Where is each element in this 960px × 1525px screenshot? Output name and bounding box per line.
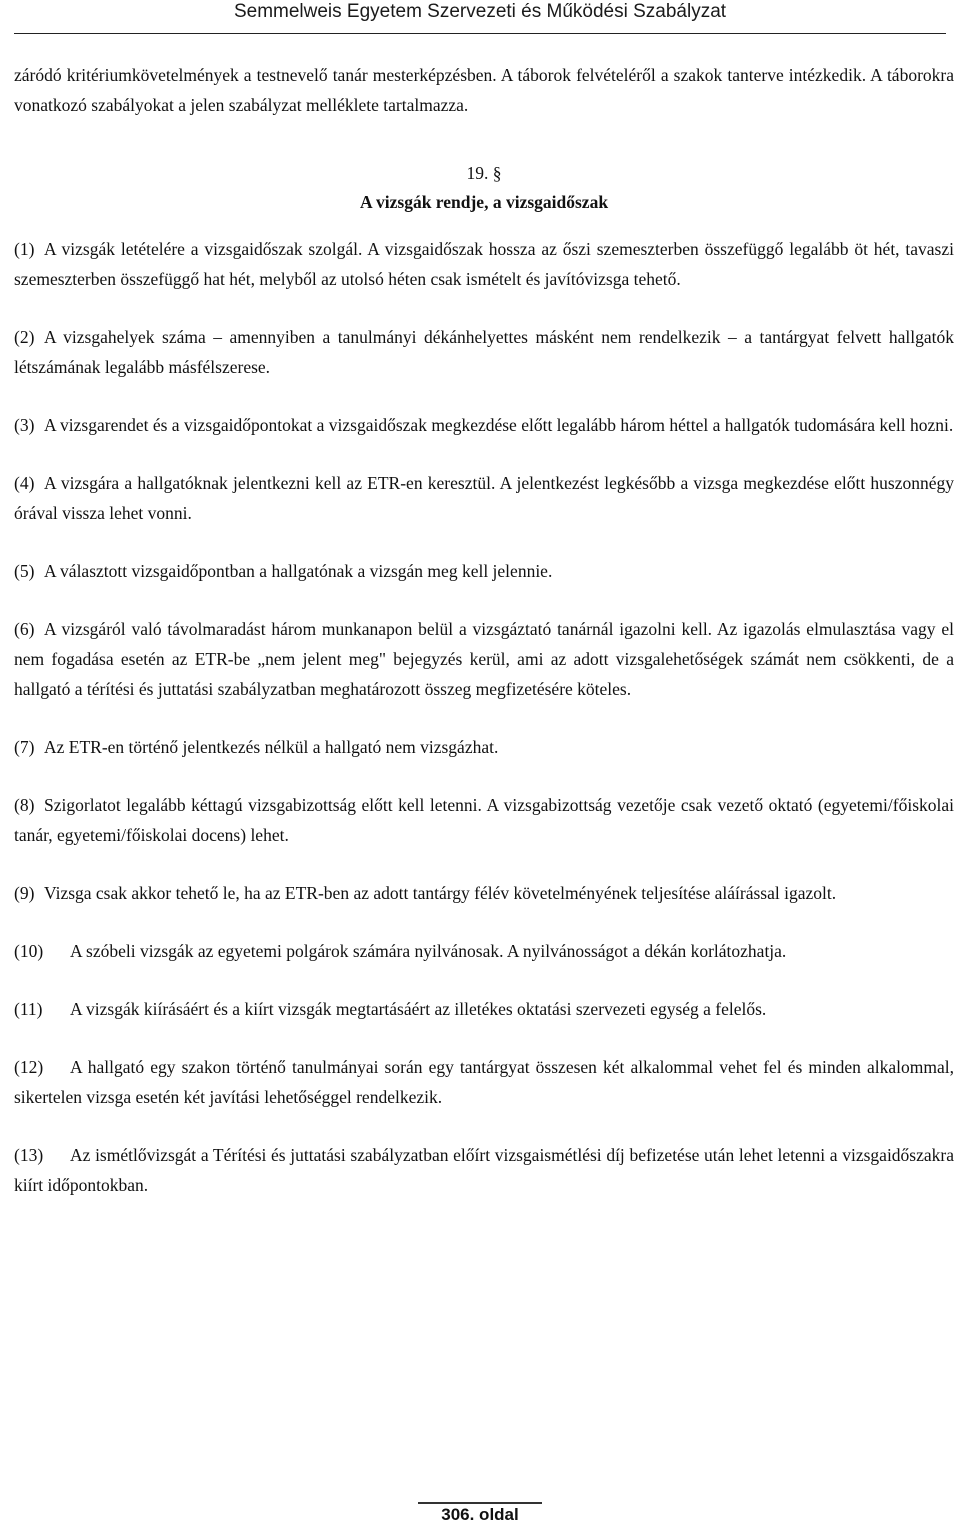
paragraph-number: (4) <box>14 473 35 493</box>
paragraph-number: (5) <box>14 561 35 581</box>
numbered-paragraph <box>14 790 954 850</box>
header-title: Semmelweis Egyetem Szervezeti és Működési Szabályzat <box>233 1 727 22</box>
paragraph-list <box>14 234 954 1200</box>
paragraph-text: A vizsgahelyek száma – amennyiben a tanulmányi dékánhelyettes másként nem rendelkezik – a tantárgyat felvett hallgatók létszámának legalább másfélszerese. <box>14 327 954 377</box>
intro-paragraph: záródó kritériumkövetelmények a testnevelő tanár mesterképzésben. A táborok felvételéről a szakok tanterve intézkedik. A táborokra vonatkozó szabályokat a jelen szabályzat melléklete tartalmazza. <box>14 65 954 115</box>
paragraph-number: (11) <box>14 999 43 1019</box>
paragraph-text: A vizsgák letételére a vizsgaidőszak szolgál. A vizsgaidőszak hossza az őszi szemeszterben összefüggő legalább öt hét, tavaszi szemeszterben összefüggő hat hét, melyből az utolsó héten csak ismételt és javítóvizsga tehető. <box>14 239 954 289</box>
page-footer <box>0 1505 960 1525</box>
paragraph-text: A vizsgák kiírásáért és a kiírt vizsgák megtartásáért az illetékes oktatási szervezeti egység a felelős. <box>70 999 767 1019</box>
paragraph-text: Az ismétlővizsgát a Térítési és juttatási szabályzatban előírt vizsgaismétlési díj befizetése után lehet letenni a vizsgaidőszakra kiírt időpontokban. <box>14 1145 954 1195</box>
paragraph-number: (12) <box>14 1057 44 1077</box>
paragraph-text: A vizsgára a hallgatóknak jelentkezni kell az ETR-en keresztül. A jelentkezést legkésőbb a vizsga megkezdése előtt huszonnégy órával vissza lehet vonni. <box>14 473 954 523</box>
header-divider <box>14 33 946 34</box>
paragraph-text: Szigorlatot legalább kéttagú vizsgabizottság előtt kell letenni. A vizsgabizottság vezetője csak vezető oktató (egyetemi/főiskolai tanár, egyetemi/főiskolai docens) lehet. <box>14 795 954 845</box>
paragraph-number: (1) <box>14 239 35 259</box>
numbered-paragraph <box>14 1140 954 1200</box>
numbered-paragraph <box>14 936 954 966</box>
paragraph-number: (10) <box>14 941 44 961</box>
paragraph-text: Az ETR-en történő jelentkezés nélkül a hallgató nem vizsgázhat. <box>44 737 499 757</box>
numbered-paragraph <box>14 234 954 294</box>
paragraph-number: (2) <box>14 327 35 347</box>
numbered-paragraph <box>14 322 954 382</box>
paragraph-number: (9) <box>14 883 35 903</box>
page-number: 306. oldal <box>441 1505 519 1524</box>
section-title: A vizsgák rendje, a vizsgaidőszak <box>359 192 609 212</box>
numbered-paragraph <box>14 468 954 528</box>
numbered-paragraph <box>14 556 954 586</box>
paragraph-number: (6) <box>14 619 35 639</box>
page-header <box>0 0 960 41</box>
numbered-paragraph <box>14 994 954 1024</box>
numbered-paragraph <box>14 410 954 440</box>
paragraph-number: (13) <box>14 1145 44 1165</box>
numbered-paragraph <box>14 1052 954 1112</box>
paragraph-number: (7) <box>14 737 35 757</box>
paragraph-number: (3) <box>14 415 35 435</box>
paragraph-text: A hallgató egy szakon történő tanulmányai során egy tantárgyat összesen két alkalommal vehet fel és minden alkalommal, sikertelen vizsga esetén két javítási lehetőséggel rendelkezik. <box>14 1057 954 1107</box>
paragraph-text: Vizsga csak akkor tehető le, ha az ETR-ben az adott tantárgy félév követelményének teljesítése aláírással igazolt. <box>44 883 837 903</box>
paragraph-text: A vizsgarendet és a vizsgaidőpontokat a vizsgaidőszak megkezdése előtt legalább három héttel a hallgatók tudomására kell hozni. <box>44 415 954 435</box>
footer-divider <box>418 1502 542 1504</box>
document-body <box>14 56 954 1218</box>
section-number: 19. § <box>466 163 502 183</box>
paragraph-text: A választott vizsgaidőpontban a hallgatónak a vizsgán meg kell jelennie. <box>44 561 553 581</box>
paragraph-text: A vizsgáról való távolmaradást három munkanapon belül a vizsgáztató tanárnál igazolni kell. Az igazolás elmulasztása vagy el nem fogadása esetén az ETR-be „nem jelent meg" bejegyzés kerül, ami az adott vizsgalehetőségek számát nem csökkenti, de a hallgató a térítési és juttatási szabályzatban meghatározott összeg megfizetésére köteles. <box>14 619 954 699</box>
numbered-paragraph <box>14 614 954 704</box>
paragraph-text: A szóbeli vizsgák az egyetemi polgárok számára nyilvánosak. A nyilvánosságot a dékán korlátozhatja. <box>70 941 787 961</box>
paragraph-number: (8) <box>14 795 35 815</box>
numbered-paragraph <box>14 732 954 762</box>
numbered-paragraph <box>14 878 954 908</box>
